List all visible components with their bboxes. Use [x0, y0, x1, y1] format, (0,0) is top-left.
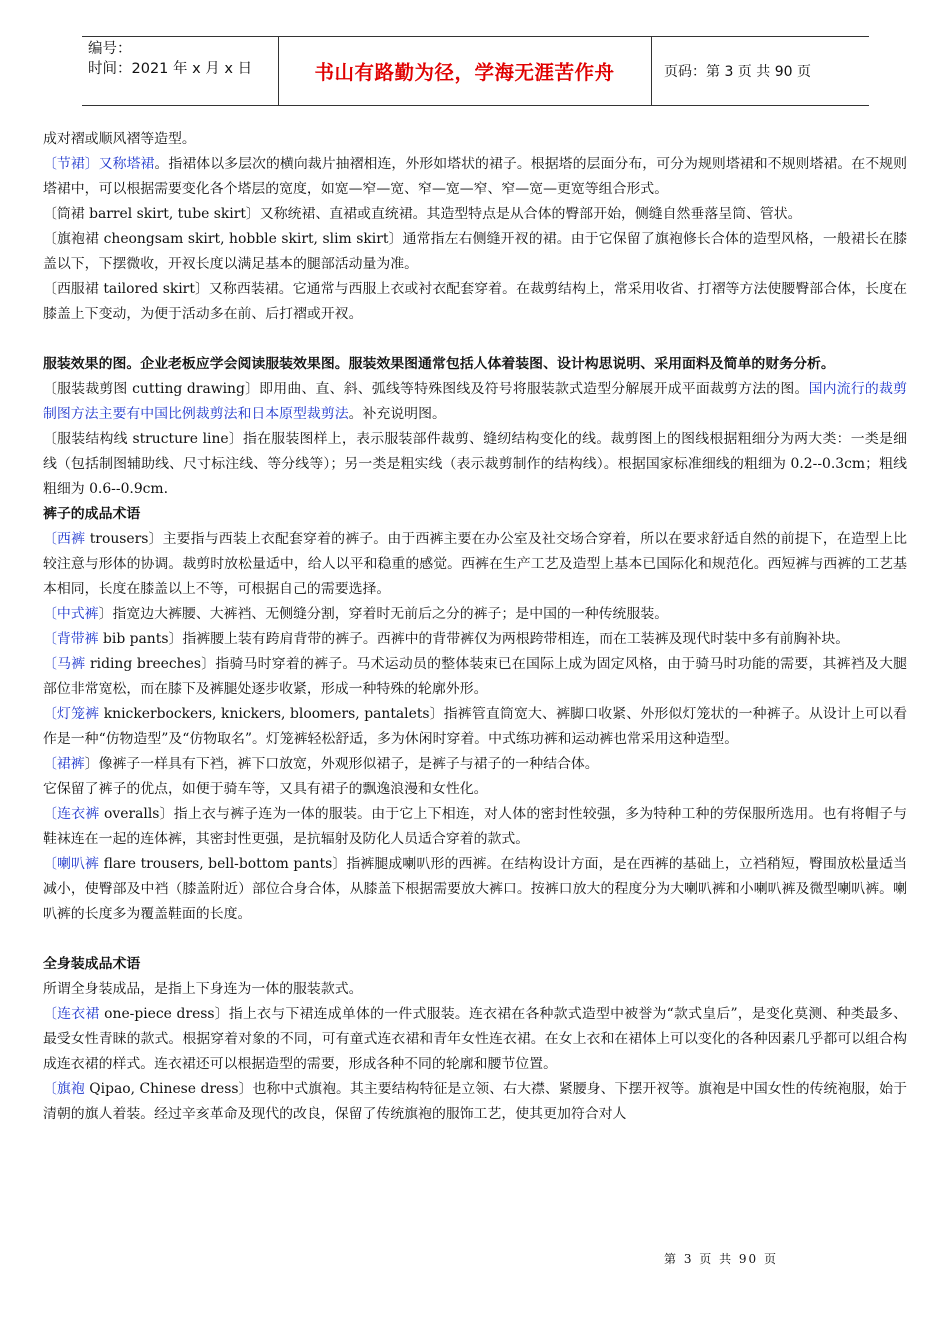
- header-meta: [88, 39, 252, 79]
- paragraph-text: riding breeches〕指骑马时穿着的裤子。马术运动员的整体装束已在国际上成为固定风格，由于骑马时功能的需要，其裤裆及大腿部位非常宽松，而在膝下及裤腿处逐步收紧，形成一种特殊的轮廓外形。: [43, 656, 907, 697]
- header-motto: 书山有路勤为径，学海无涯苦作舟: [314, 61, 615, 84]
- paragraph-text: 〔服装裁剪图 cutting drawing〕即用曲、直、斜、弧线等特殊图线及符号将服装款式造型分解展开成平面裁剪方法的图。: [43, 381, 809, 397]
- paragraph-text: 。补充说明图。: [348, 406, 446, 422]
- paragraph-tiered-skirt: [43, 152, 907, 202]
- paragraph-riding-breeches: [43, 652, 907, 702]
- paragraph-text: one-piece dress〕指上衣与下裙连成单体的一件式服装。连衣裙在各种款式造型中被誉为“款式皇后”，是变化莫测、种类最多、最受女性青睐的款式。根据穿着对象的不同，可有童式连衣裙和青年女性连衣裙。在女上衣和在裙体上可以变化的各种因素几乎都可以组合构成连衣裙的样式。连衣裙还可以根据造型的需要，形成各种不同的轮廓和腰节位置。: [43, 1006, 907, 1072]
- paragraph-trousers: [43, 527, 907, 602]
- term-link[interactable]: 〔马裤: [43, 656, 86, 672]
- section-heading-trousers: 裤子的成品术语: [43, 506, 141, 522]
- paragraph-text: bib pants〕指裤腰上装有跨肩背带的裤子。西裤中的背带裤仅为两根跨带相连，而在工装裤及现代时装中多有前胸补块。: [98, 631, 850, 647]
- paragraph-text: 。指裙体以多层次的横向裁片抽褶相连，外形如塔状的裙子。根据塔的层面分布，可分为规则塔裙和不规则塔裙。在不规则塔裙中，可以根据需要变化各个塔层的宽度，如宽—窄—宽、窄—宽—窄、窄—宽—更宽等组合形式。: [43, 156, 907, 197]
- document-body: [43, 127, 907, 1127]
- header-time-label: 时间：2021 年 x 月 x 日: [88, 61, 253, 77]
- inline-link[interactable]: 国内流行的裁剪制图方法主要有中国比例裁剪法和日本原型裁剪法: [43, 381, 907, 422]
- paragraph-text: overalls〕指上衣与裤子连为一体的服装。由于它上下相连，对人体的密封性较强，多为特种工种的劳保服所选用。也有将帽子与鞋袜连在一起的连体裤，其密封性更强，是抗辐射及防化人员适合穿着的款式。: [43, 806, 907, 847]
- paragraph-text: knickerbockers, knickers, bloomers, pantalets〕指裤管直筒宽大、裤脚口收紧、外形似灯笼状的一种裤子。从设计上可以看作是一种“仿物造型”及“仿物取名”。灯笼裤轻松舒适，多为休闲时穿着。中式练功裤和运动裤也常采用这种造型。: [43, 706, 907, 747]
- paragraph-one-piece-dress: [43, 1002, 907, 1077]
- paragraph-text: Qipao, Chinese dress〕也称中式旗袍。其主要结构特征是立领、右大襟、紧腰身、下摆开衩等。旗袍是中国女性的传统袍服，始于清朝的旗人着装。经过辛亥革命及现代的改良，保留了传统旗袍的服饰工艺，使其更加符合对人: [43, 1081, 907, 1122]
- term-link[interactable]: 〔灯笼裤: [43, 706, 100, 722]
- paragraph-tailored-skirt: 〔西服裙 tailored skirt〕又称西装裙。它通常与西服上衣或衬衣配套穿着。在裁剪结构上，常采用收省、打褶等方法使腰臀部合体，长度在膝盖上下变动，为便于活动多在前、后打褶或开衩。: [43, 281, 907, 322]
- paragraph-text: flare trousers, bell-bottom pants〕指裤腿成喇叭形的西裤。在结构设计方面，是在西裤的基础上，立裆稍短，臀围放松量适当减小，使臀部及中裆（膝盖附近）部位合身合体，从膝盖下根据需要放大裤口。按裤口放大的程度分为大喇叭裤和小喇叭裤及微型喇叭裤。喇叭裤的长度多为覆盖鞋面的长度。: [43, 856, 907, 922]
- paragraph-overalls: [43, 802, 907, 852]
- paragraph: 成对褶或顺风褶等造型。: [43, 131, 196, 147]
- term-link[interactable]: 〔连衣裤: [43, 806, 100, 822]
- paragraph-flare-trousers: [43, 852, 907, 927]
- paragraph-chinese-trousers: [43, 602, 907, 627]
- paragraph-structure-line: 〔服装结构线 structure line〕指在服装图样上，表示服装部件裁剪、缝纫结构变化的线。裁剪图上的图线根据粗细分为两大类：一类是细线（包括制图辅助线、尺寸标注线、等分线等）；另一类是粗实线（表示裁剪制作的结构线）。根据国家标准细线的粗细为 0.2--0.3cm；粗线粗细为 0.6--0.9cm.: [43, 431, 907, 497]
- term-link[interactable]: 〔节裙〕又称塔裙: [43, 156, 155, 172]
- paragraph-cheongsam-skirt: 〔旗袍裙 cheongsam skirt, hobble skirt, slim skirt〕通常指左右侧缝开衩的裙。由于它保留了旗袍修长合体的造型风格，一般裙长在膝盖以下，下摆微收，开衩长度以满足基本的腿部活动量为准。: [43, 231, 907, 272]
- page-header: [82, 36, 869, 106]
- term-link[interactable]: 〔背带裤: [43, 631, 99, 647]
- paragraph-whole-body-intro: 所谓全身装成品，是指上下身连为一体的服装款式。: [43, 981, 363, 997]
- paragraph-cutting-drawing: [43, 377, 907, 427]
- paragraph-qipao: [43, 1077, 907, 1127]
- section-heading-whole-body: 全身装成品术语: [43, 956, 141, 972]
- page-footer: 第 3 页 共 90 页: [664, 1252, 778, 1266]
- term-link[interactable]: 〔裙裤: [43, 756, 85, 772]
- term-link[interactable]: 〔连衣裙: [43, 1006, 100, 1022]
- paragraph-culottes-cont: 它保留了裤子的优点，如便于骑车等，又具有裙子的飘逸浪漫和女性化。: [43, 781, 488, 797]
- paragraph-text: 〕指宽边大裤腰、大裤裆、无侧缝分割，穿着时无前后之分的裤子；是中国的一种传统服装。: [98, 606, 669, 622]
- term-link[interactable]: 〔西裤: [43, 531, 86, 547]
- section-heading-effect-drawing: 服装效果的图。企业老板应学会阅读服装效果图。服装效果图通常包括人体着装图、设计构思说明、采用面料及简单的财务分析。: [43, 356, 835, 372]
- paragraph-tube-skirt: 〔筒裙 barrel skirt, tube skirt〕又称统裙、直裙或直统裙。其造型特点是从合体的臀部开始，侧缝自然垂落呈筒、管状。: [43, 206, 802, 222]
- header-page-label: 页码：第 3 页 共 90 页: [664, 64, 811, 80]
- paragraph-text: 〕像裤子一样具有下裆，裤下口放宽，外观形似裙子，是裤子与裙子的一种结合体。: [84, 756, 599, 772]
- term-link[interactable]: 〔中式裤: [43, 606, 99, 622]
- paragraph-text: trousers〕主要指与西装上衣配套穿着的裤子。由于西裤主要在办公室及社交场合穿着，所以在要求舒适自然的前提下，在造型上比较注意与形体的协调。裁剪时放松量适中，给人以平和稳重的感觉。西裤在生产工艺及造型上基本已国际化和规范化。西短裤与西裤的工艺基本相同，长度在膝盖以上不等，可根据自己的需要选择。: [43, 531, 907, 597]
- spacer: [43, 927, 907, 952]
- header-number-label: 编号：: [88, 41, 132, 57]
- spacer: [43, 327, 907, 352]
- paragraph-knickerbockers: [43, 702, 907, 752]
- paragraph-bib-pants: [43, 627, 907, 652]
- paragraph-culottes: [43, 752, 907, 777]
- term-link[interactable]: 〔喇叭裤: [43, 856, 100, 872]
- term-link[interactable]: 〔旗袍: [43, 1081, 85, 1097]
- header-divider-right: [651, 36, 652, 106]
